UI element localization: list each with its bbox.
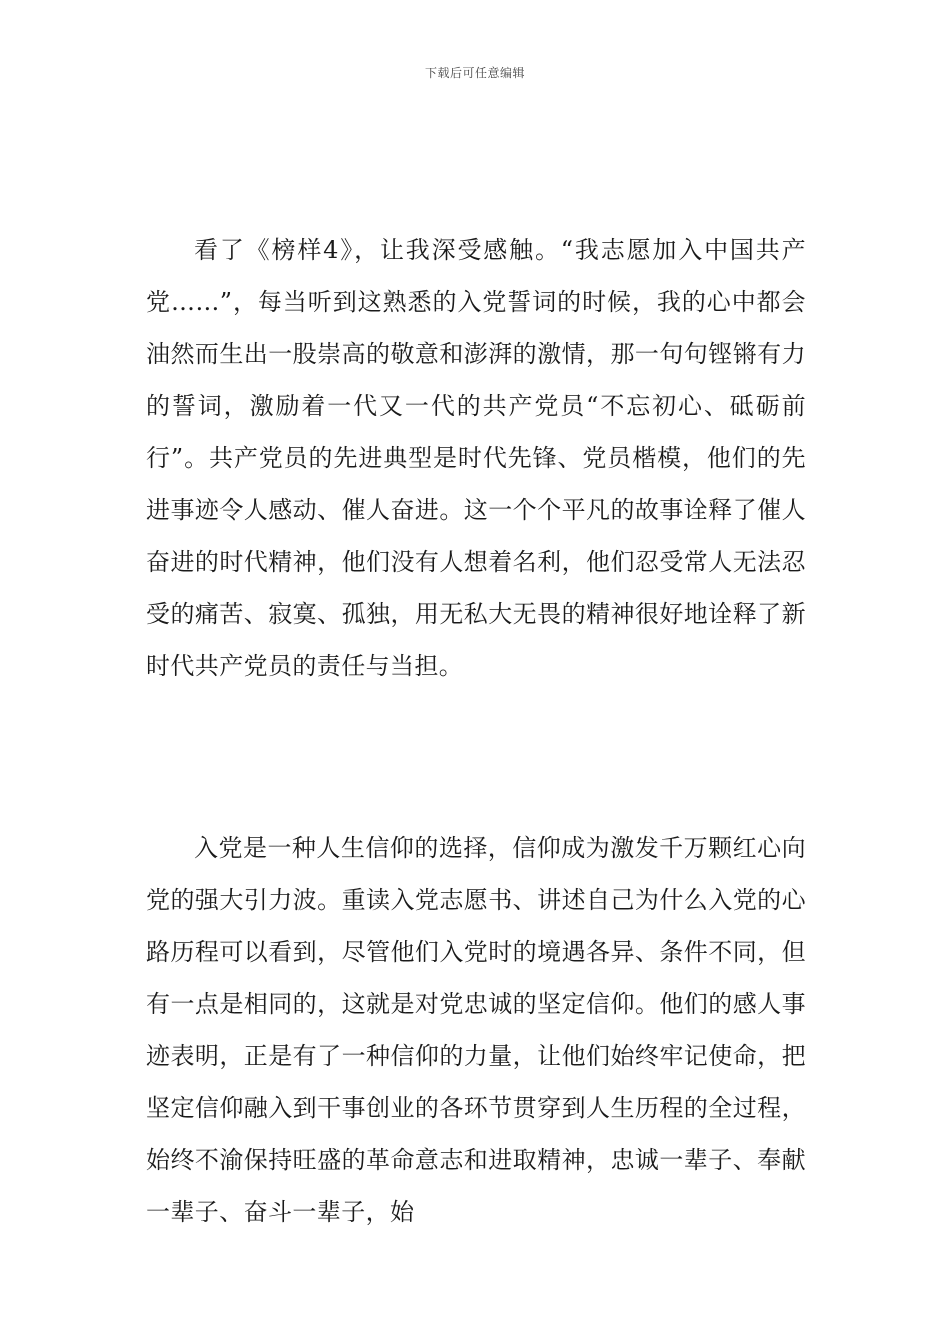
body-paragraph-2: 入党是一种人生信仰的选择，信仰成为激发千万颗红心向党的强大引力波。重读入党志愿书、讲述自己为什么入党的心路历程可以看到，尽管他们入党时的境遇各异、条件不同，但有一点是相同的，这就是对党忠诚的坚定信仰。他们的感人事迹表明，正是有了一种信仰的力量，让他们始终牢记使命，把坚定信仰融入到干事创业的各环节贯穿到人生历程的全过程，始终不渝保持旺盛的革命意志和进取精神，忠诚一辈子、奉献一辈子、奋斗一辈子，始 [146, 834, 806, 1226]
body-paragraph-1: 看了《榜样4》，让我深受感触。“我志愿加入中国共产党……”，每当听到这熟悉的入党誓词的时候，我的心中都会油然而生出一股崇高的敬意和澎湃的激情，那一句句铿锵有力的誓词，激励着一代又一代的共产党员“不忘初心、砥砺前行”。共产党员的先进典型是时代先锋、党员楷模，他们的先进事迹令人感动、催人奋进。这一个个平凡的故事诠释了催人奋进的时代精神，他们没有人想着名利，他们忍受常人无法忍受的痛苦、寂寞、孤独，用无私大无畏的精神很好地诠释了新时代共产党员的责任与当担。 [146, 236, 806, 680]
download-editable-note: 下载后可任意编辑 [424, 66, 525, 80]
